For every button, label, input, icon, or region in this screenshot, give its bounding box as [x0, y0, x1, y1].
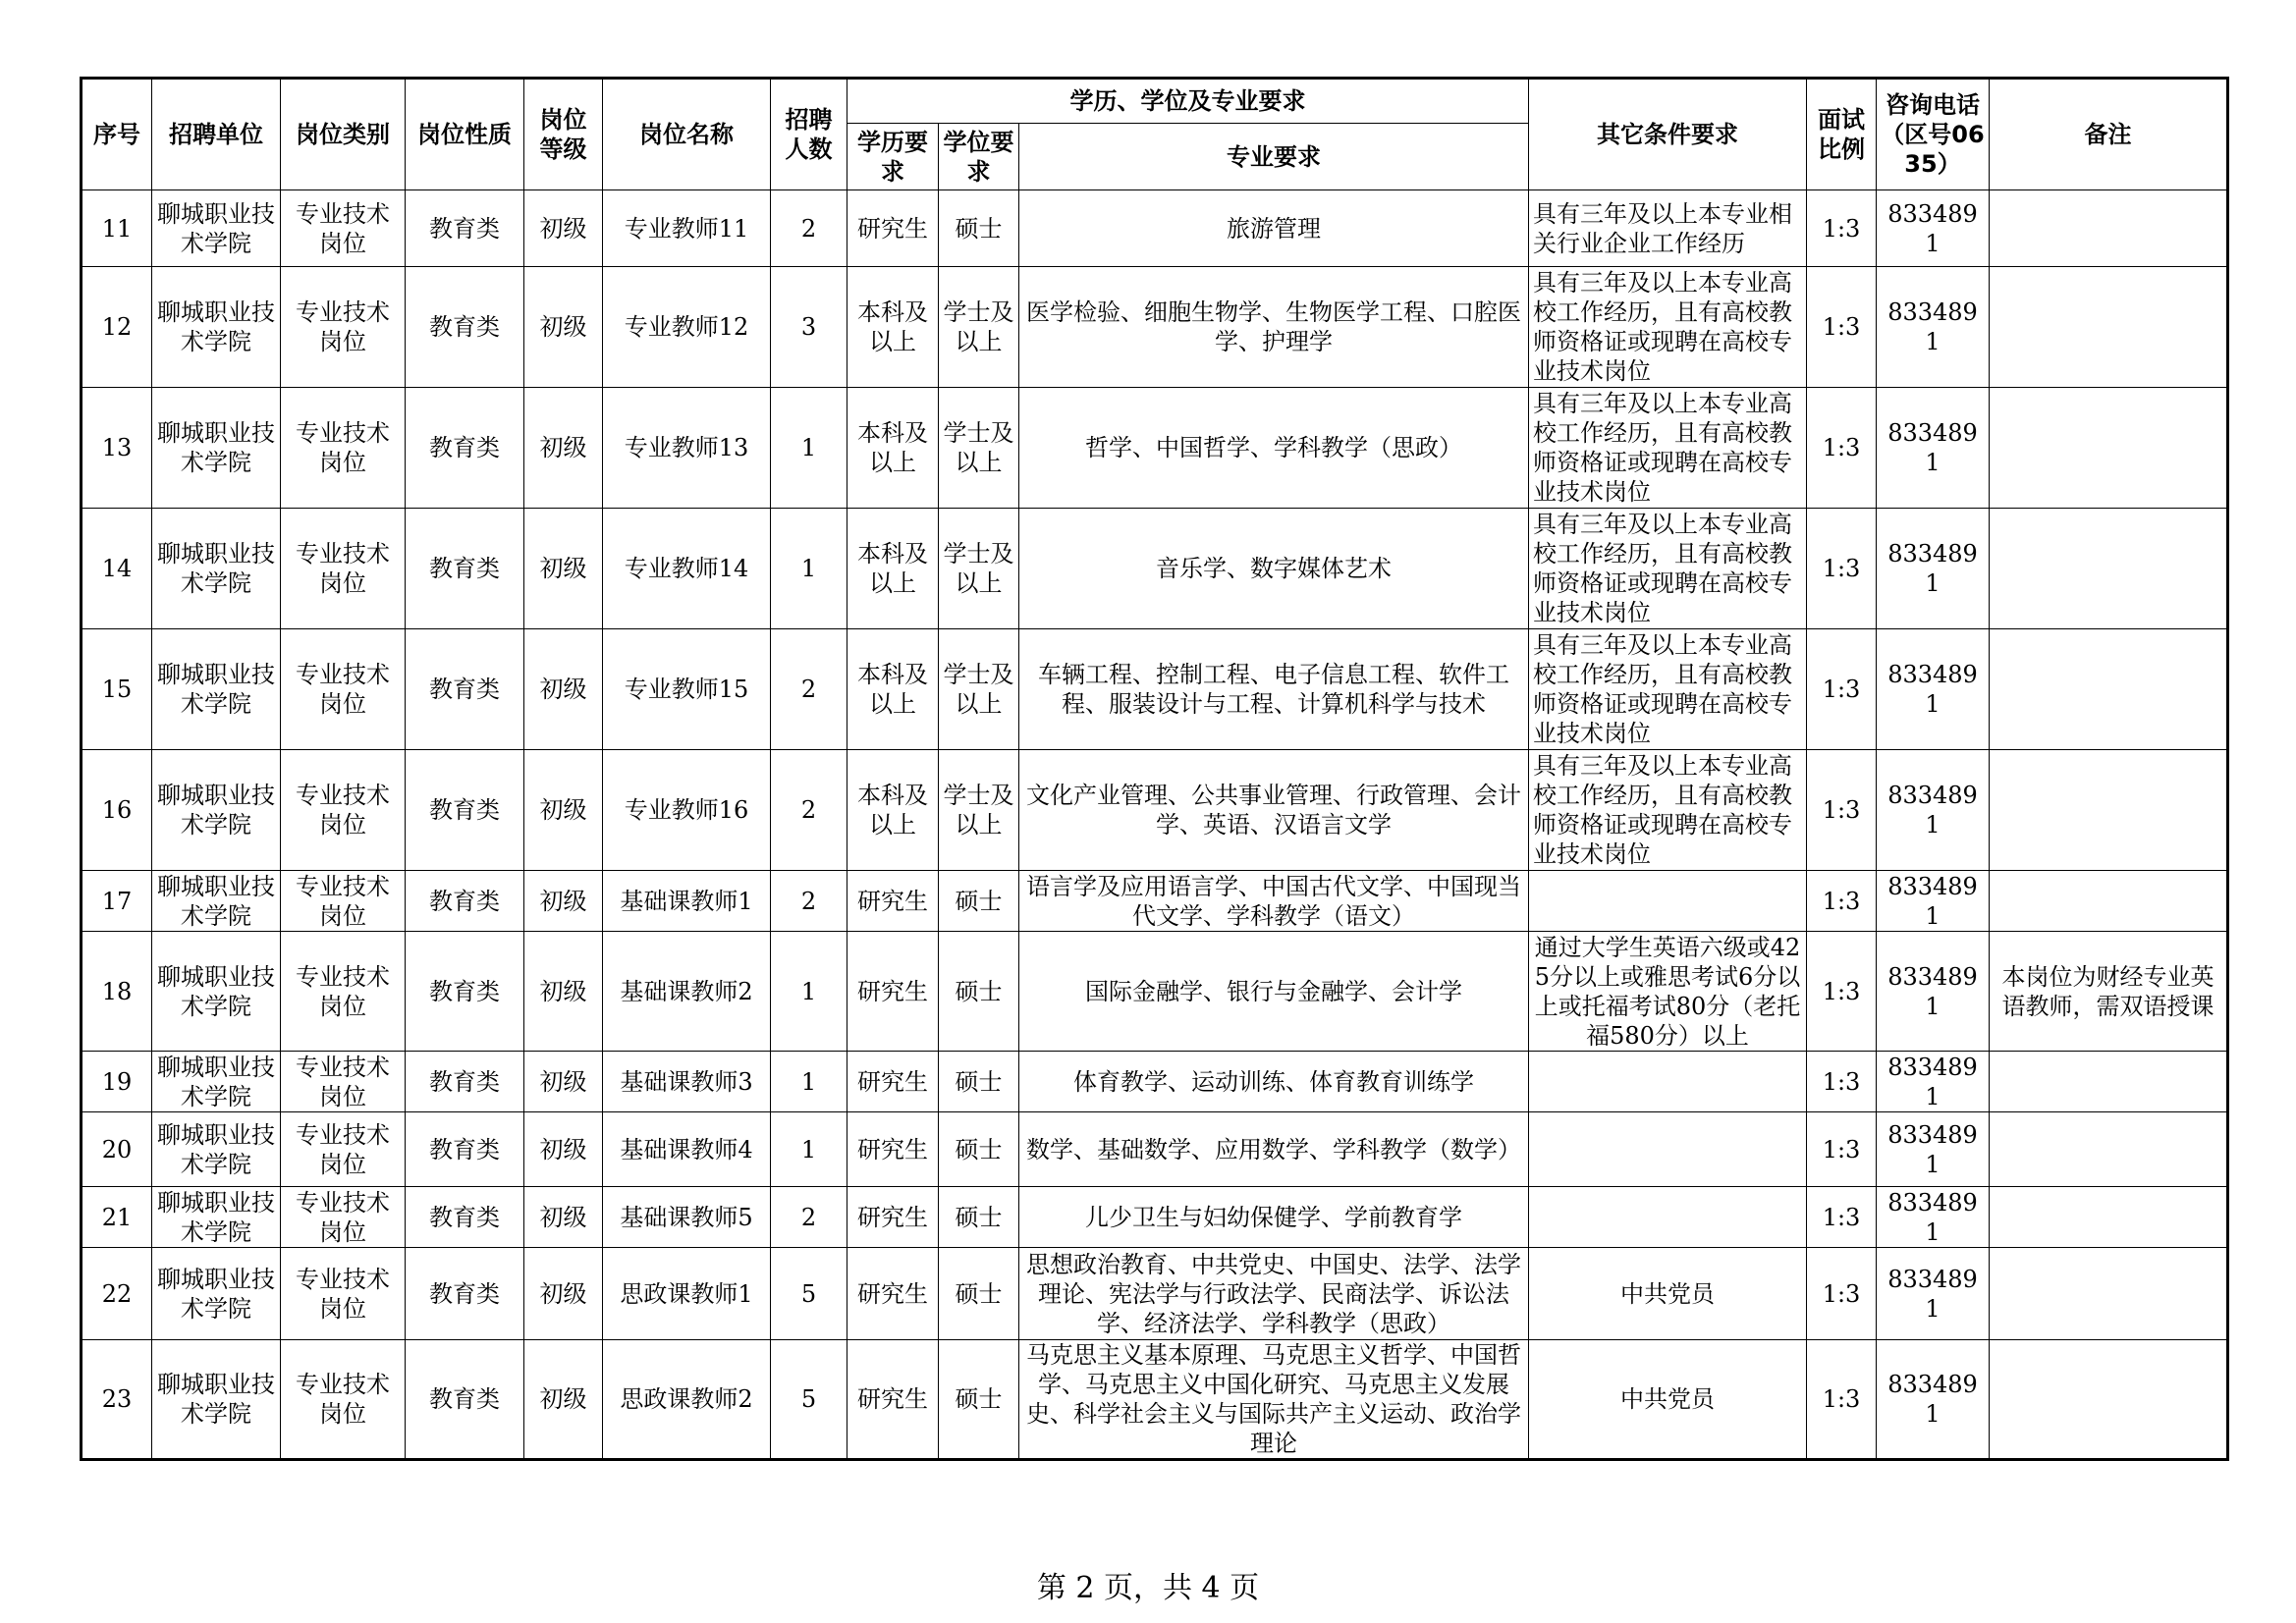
header-phone: 咨询电话（区号0635）	[1877, 79, 1990, 190]
cell-count: 3	[771, 267, 847, 388]
cell-major: 马克思主义基本原理、马克思主义哲学、中国哲学、马克思主义中国化研究、马克思主义发展史、科学社会主义与国际共产主义运动、政治学理论	[1019, 1340, 1529, 1460]
header-count: 招聘人数	[771, 79, 847, 190]
cell-major: 数学、基础数学、应用数学、学科教学（数学）	[1019, 1112, 1529, 1187]
cell-remark	[1990, 1340, 2228, 1460]
header-degree: 学位要求	[939, 124, 1019, 190]
cell-remark	[1990, 1187, 2228, 1248]
cell-level: 初级	[524, 629, 603, 750]
cell-count: 2	[771, 629, 847, 750]
cell-degree: 学士及以上	[939, 750, 1019, 871]
cell-seq: 19	[82, 1052, 152, 1112]
table-body	[82, 190, 2228, 1460]
cell-nature: 教育类	[406, 190, 524, 267]
cell-degree: 硕士	[939, 1187, 1019, 1248]
cell-seq: 16	[82, 750, 152, 871]
cell-name: 基础课教师1	[603, 871, 771, 932]
cell-level: 初级	[524, 1340, 603, 1460]
cell-edu: 本科及以上	[847, 509, 939, 629]
cell-level: 初级	[524, 871, 603, 932]
cell-other	[1529, 1187, 1807, 1248]
cell-seq: 21	[82, 1187, 152, 1248]
cell-category: 专业技术岗位	[281, 871, 406, 932]
cell-name: 专业教师13	[603, 388, 771, 509]
cell-remark	[1990, 750, 2228, 871]
cell-ratio: 1:3	[1807, 267, 1877, 388]
cell-count: 2	[771, 1187, 847, 1248]
cell-edu: 研究生	[847, 1112, 939, 1187]
cell-major: 语言学及应用语言学、中国古代文学、中国现当代文学、学科教学（语文）	[1019, 871, 1529, 932]
cell-unit: 聊城职业技术学院	[152, 629, 281, 750]
table-row	[82, 1187, 2228, 1248]
cell-name: 专业教师11	[603, 190, 771, 267]
cell-other: 通过大学生英语六级或425分以上或雅思考试6分以上或托福考试80分（老托福580分）以上	[1529, 932, 1807, 1052]
table-row	[82, 932, 2228, 1052]
cell-level: 初级	[524, 1248, 603, 1340]
cell-level: 初级	[524, 1052, 603, 1112]
header-category: 岗位类别	[281, 79, 406, 190]
cell-count: 1	[771, 932, 847, 1052]
cell-count: 2	[771, 190, 847, 267]
cell-ratio: 1:3	[1807, 750, 1877, 871]
cell-name: 基础课教师2	[603, 932, 771, 1052]
cell-seq: 22	[82, 1248, 152, 1340]
cell-unit: 聊城职业技术学院	[152, 190, 281, 267]
cell-unit: 聊城职业技术学院	[152, 871, 281, 932]
cell-degree: 硕士	[939, 1248, 1019, 1340]
cell-remark	[1990, 629, 2228, 750]
cell-degree: 学士及以上	[939, 388, 1019, 509]
cell-remark	[1990, 190, 2228, 267]
cell-edu: 研究生	[847, 871, 939, 932]
table-row	[82, 1052, 2228, 1112]
cell-name: 专业教师15	[603, 629, 771, 750]
cell-unit: 聊城职业技术学院	[152, 1052, 281, 1112]
cell-degree: 学士及以上	[939, 629, 1019, 750]
cell-nature: 教育类	[406, 1340, 524, 1460]
cell-nature: 教育类	[406, 267, 524, 388]
cell-other: 具有三年及以上本专业高校工作经历，且有高校教师资格证或现聘在高校专业技术岗位	[1529, 267, 1807, 388]
table-row	[82, 871, 2228, 932]
cell-major: 国际金融学、银行与金融学、会计学	[1019, 932, 1529, 1052]
cell-seq: 12	[82, 267, 152, 388]
cell-ratio: 1:3	[1807, 1187, 1877, 1248]
cell-edu: 本科及以上	[847, 750, 939, 871]
cell-phone: 8334891	[1877, 1340, 1990, 1460]
cell-phone: 8334891	[1877, 750, 1990, 871]
cell-nature: 教育类	[406, 932, 524, 1052]
cell-ratio: 1:3	[1807, 509, 1877, 629]
cell-nature: 教育类	[406, 871, 524, 932]
header-edu: 学历要求	[847, 124, 939, 190]
cell-count: 5	[771, 1248, 847, 1340]
header-ratio: 面试比例	[1807, 79, 1877, 190]
cell-unit: 聊城职业技术学院	[152, 932, 281, 1052]
header-other: 其它条件要求	[1529, 79, 1807, 190]
cell-unit: 聊城职业技术学院	[152, 1340, 281, 1460]
cell-name: 专业教师14	[603, 509, 771, 629]
cell-unit: 聊城职业技术学院	[152, 1248, 281, 1340]
cell-count: 1	[771, 1052, 847, 1112]
recruitment-table	[80, 77, 2229, 1461]
cell-seq: 13	[82, 388, 152, 509]
cell-seq: 17	[82, 871, 152, 932]
cell-remark	[1990, 1248, 2228, 1340]
cell-level: 初级	[524, 509, 603, 629]
cell-seq: 15	[82, 629, 152, 750]
cell-name: 专业教师16	[603, 750, 771, 871]
cell-other: 中共党员	[1529, 1248, 1807, 1340]
cell-edu: 本科及以上	[847, 267, 939, 388]
header-unit: 招聘单位	[152, 79, 281, 190]
cell-level: 初级	[524, 388, 603, 509]
header-seq: 序号	[82, 79, 152, 190]
cell-ratio: 1:3	[1807, 1248, 1877, 1340]
cell-seq: 14	[82, 509, 152, 629]
cell-phone: 8334891	[1877, 190, 1990, 267]
cell-category: 专业技术岗位	[281, 750, 406, 871]
cell-edu: 研究生	[847, 1187, 939, 1248]
cell-other	[1529, 1052, 1807, 1112]
cell-remark	[1990, 1112, 2228, 1187]
cell-category: 专业技术岗位	[281, 190, 406, 267]
cell-phone: 8334891	[1877, 267, 1990, 388]
cell-level: 初级	[524, 1187, 603, 1248]
cell-other	[1529, 871, 1807, 932]
cell-degree: 硕士	[939, 1340, 1019, 1460]
cell-level: 初级	[524, 1112, 603, 1187]
cell-other: 具有三年及以上本专业高校工作经历，且有高校教师资格证或现聘在高校专业技术岗位	[1529, 509, 1807, 629]
table-row	[82, 1340, 2228, 1460]
table-row	[82, 190, 2228, 267]
table-row	[82, 629, 2228, 750]
cell-name: 基础课教师3	[603, 1052, 771, 1112]
cell-ratio: 1:3	[1807, 190, 1877, 267]
cell-category: 专业技术岗位	[281, 1052, 406, 1112]
cell-ratio: 1:3	[1807, 1340, 1877, 1460]
cell-other: 具有三年及以上本专业高校工作经历，且有高校教师资格证或现聘在高校专业技术岗位	[1529, 388, 1807, 509]
cell-name: 基础课教师4	[603, 1112, 771, 1187]
cell-ratio: 1:3	[1807, 629, 1877, 750]
header-nature: 岗位性质	[406, 79, 524, 190]
table-row	[82, 1248, 2228, 1340]
cell-phone: 8334891	[1877, 932, 1990, 1052]
cell-category: 专业技术岗位	[281, 388, 406, 509]
cell-ratio: 1:3	[1807, 1052, 1877, 1112]
cell-count: 2	[771, 871, 847, 932]
page-footer: 第 2 页，共 4 页	[1036, 1571, 1260, 1605]
cell-unit: 聊城职业技术学院	[152, 267, 281, 388]
cell-degree: 硕士	[939, 1052, 1019, 1112]
cell-category: 专业技术岗位	[281, 267, 406, 388]
cell-edu: 研究生	[847, 1052, 939, 1112]
cell-category: 专业技术岗位	[281, 1112, 406, 1187]
cell-unit: 聊城职业技术学院	[152, 1112, 281, 1187]
cell-other: 具有三年及以上本专业高校工作经历，且有高校教师资格证或现聘在高校专业技术岗位	[1529, 750, 1807, 871]
cell-nature: 教育类	[406, 1052, 524, 1112]
header-remark: 备注	[1990, 79, 2228, 190]
cell-other: 中共党员	[1529, 1340, 1807, 1460]
cell-nature: 教育类	[406, 1187, 524, 1248]
cell-name: 基础课教师5	[603, 1187, 771, 1248]
cell-level: 初级	[524, 750, 603, 871]
cell-nature: 教育类	[406, 750, 524, 871]
cell-remark	[1990, 871, 2228, 932]
cell-major: 儿少卫生与妇幼保健学、学前教育学	[1019, 1187, 1529, 1248]
cell-category: 专业技术岗位	[281, 1248, 406, 1340]
cell-nature: 教育类	[406, 509, 524, 629]
cell-nature: 教育类	[406, 1112, 524, 1187]
table-row	[82, 388, 2228, 509]
header-major: 专业要求	[1019, 124, 1529, 190]
cell-edu: 本科及以上	[847, 388, 939, 509]
header-name: 岗位名称	[603, 79, 771, 190]
cell-degree: 硕士	[939, 1112, 1019, 1187]
cell-phone: 8334891	[1877, 1187, 1990, 1248]
cell-remark	[1990, 388, 2228, 509]
cell-degree: 硕士	[939, 871, 1019, 932]
cell-phone: 8334891	[1877, 629, 1990, 750]
cell-major: 车辆工程、控制工程、电子信息工程、软件工程、服装设计与工程、计算机科学与技术	[1019, 629, 1529, 750]
cell-edu: 研究生	[847, 1340, 939, 1460]
cell-count: 2	[771, 750, 847, 871]
cell-count: 1	[771, 388, 847, 509]
cell-other: 具有三年及以上本专业高校工作经历，且有高校教师资格证或现聘在高校专业技术岗位	[1529, 629, 1807, 750]
cell-remark	[1990, 267, 2228, 388]
cell-unit: 聊城职业技术学院	[152, 388, 281, 509]
cell-major: 思想政治教育、中共党史、中国史、法学、法学理论、宪法学与行政法学、民商法学、诉讼法学、经济法学、学科教学（思政）	[1019, 1248, 1529, 1340]
cell-edu: 研究生	[847, 932, 939, 1052]
cell-major: 音乐学、数字媒体艺术	[1019, 509, 1529, 629]
cell-other: 具有三年及以上本专业相关行业企业工作经历	[1529, 190, 1807, 267]
cell-level: 初级	[524, 190, 603, 267]
cell-phone: 8334891	[1877, 388, 1990, 509]
cell-phone: 8334891	[1877, 1248, 1990, 1340]
cell-seq: 11	[82, 190, 152, 267]
cell-ratio: 1:3	[1807, 932, 1877, 1052]
header-edu-group: 学历、学位及专业要求	[847, 79, 1529, 124]
cell-name: 思政课教师1	[603, 1248, 771, 1340]
table-row	[82, 1112, 2228, 1187]
cell-name: 思政课教师2	[603, 1340, 771, 1460]
cell-major: 体育教学、运动训练、体育教育训练学	[1019, 1052, 1529, 1112]
cell-level: 初级	[524, 267, 603, 388]
cell-category: 专业技术岗位	[281, 509, 406, 629]
cell-major: 医学检验、细胞生物学、生物医学工程、口腔医学、护理学	[1019, 267, 1529, 388]
cell-nature: 教育类	[406, 388, 524, 509]
cell-remark	[1990, 1052, 2228, 1112]
table-row	[82, 509, 2228, 629]
cell-phone: 8334891	[1877, 871, 1990, 932]
cell-phone: 8334891	[1877, 1052, 1990, 1112]
cell-ratio: 1:3	[1807, 871, 1877, 932]
table-row	[82, 267, 2228, 388]
cell-category: 专业技术岗位	[281, 932, 406, 1052]
cell-remark: 本岗位为财经专业英语教师，需双语授课	[1990, 932, 2228, 1052]
cell-edu: 本科及以上	[847, 629, 939, 750]
cell-edu: 研究生	[847, 190, 939, 267]
cell-ratio: 1:3	[1807, 1112, 1877, 1187]
cell-nature: 教育类	[406, 629, 524, 750]
cell-seq: 23	[82, 1340, 152, 1460]
cell-count: 1	[771, 1112, 847, 1187]
cell-category: 专业技术岗位	[281, 1340, 406, 1460]
cell-nature: 教育类	[406, 1248, 524, 1340]
cell-level: 初级	[524, 932, 603, 1052]
cell-unit: 聊城职业技术学院	[152, 509, 281, 629]
cell-phone: 8334891	[1877, 509, 1990, 629]
header-level: 岗位等级	[524, 79, 603, 190]
cell-unit: 聊城职业技术学院	[152, 750, 281, 871]
cell-ratio: 1:3	[1807, 388, 1877, 509]
cell-remark	[1990, 509, 2228, 629]
cell-degree: 硕士	[939, 932, 1019, 1052]
cell-name: 专业教师12	[603, 267, 771, 388]
cell-degree: 学士及以上	[939, 509, 1019, 629]
cell-seq: 20	[82, 1112, 152, 1187]
cell-major: 文化产业管理、公共事业管理、行政管理、会计学、英语、汉语言文学	[1019, 750, 1529, 871]
cell-seq: 18	[82, 932, 152, 1052]
cell-major: 哲学、中国哲学、学科教学（思政）	[1019, 388, 1529, 509]
cell-edu: 研究生	[847, 1248, 939, 1340]
cell-phone: 8334891	[1877, 1112, 1990, 1187]
cell-degree: 硕士	[939, 190, 1019, 267]
cell-degree: 学士及以上	[939, 267, 1019, 388]
cell-category: 专业技术岗位	[281, 629, 406, 750]
cell-other	[1529, 1112, 1807, 1187]
table-row	[82, 750, 2228, 871]
cell-unit: 聊城职业技术学院	[152, 1187, 281, 1248]
cell-major: 旅游管理	[1019, 190, 1529, 267]
cell-category: 专业技术岗位	[281, 1187, 406, 1248]
cell-count: 1	[771, 509, 847, 629]
cell-count: 5	[771, 1340, 847, 1460]
